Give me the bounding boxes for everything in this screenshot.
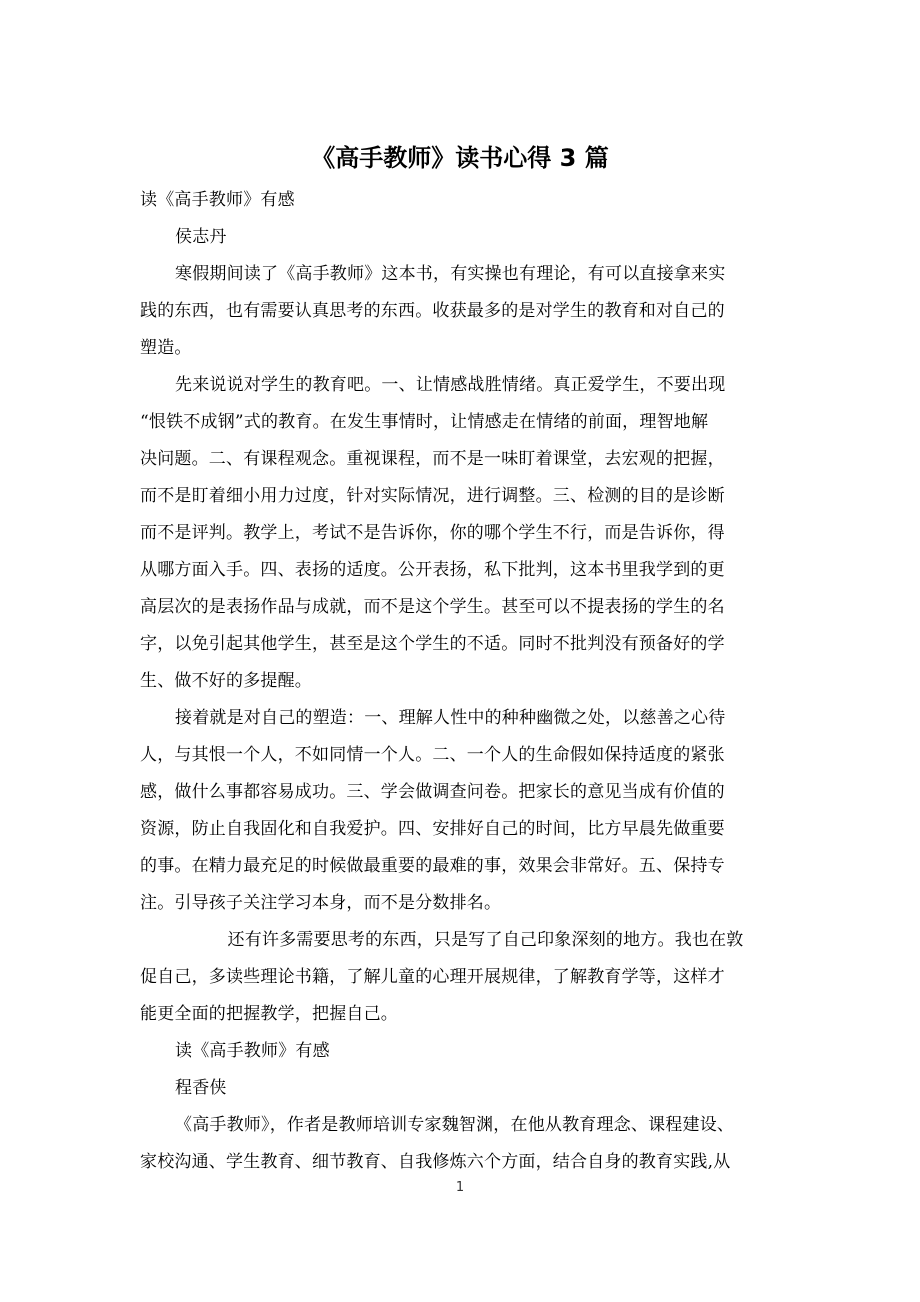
- text-line: 还有许多需要思考的东西，只是写了自己印象深刻的地方。我也在敦: [227, 930, 744, 950]
- text-line: 侯志丹: [175, 227, 227, 247]
- text-line: 资源，防止自我固化和自我爱护。四、安排好自己的时间，比方早晨先做重要: [140, 819, 725, 839]
- text-line: 决问题。二、有课程观念。重视课程，而不是一味盯着课堂，去宏观的把握，: [140, 449, 725, 469]
- text-line: 高层次的是表扬作品与成就，而不是这个学生。甚至可以不提表扬的学生的名: [140, 597, 725, 617]
- text-line: 践的东西，也有需要认真思考的东西。收获最多的是对学生的教育和对自己的: [140, 301, 725, 321]
- text-line: 的事。在精力最充足的时候做最重要的最难的事，效果会非常好。五、保持专: [140, 856, 725, 876]
- page-number: 1: [455, 1180, 465, 1195]
- text-line: 注。引导孩子关注学习本身，而不是分数排名。: [140, 893, 502, 913]
- text-line: 先来说说对学生的教育吧。一、让情感战胜情绪。真正爱学生，不要出现: [175, 375, 726, 395]
- text-line: 能更全面的把握教学，把握自己。: [140, 1004, 398, 1024]
- document-body: [140, 182, 780, 1181]
- text-line: 感，做什么事都容易成功。三、学会做调查问卷。把家长的意见当成有价值的: [140, 782, 725, 802]
- text-line: 寒假期间读了《高手教师》这本书，有实操也有理论，有可以直接拿来实: [175, 264, 726, 284]
- text-line: 读《高手教师》有感: [175, 1041, 330, 1061]
- text-line: 而不是评判。教学上，考试不是告诉你，你的哪个学生不行，而是告诉你，得: [140, 523, 725, 543]
- text-line: “恨铁不成钢”式的教育。在发生事情时，让情感走在情绪的前面，理智地解: [140, 412, 709, 432]
- text-line: 《高手教师》，作者是教师培训专家魏智渊，在他从教育理念、课程建设、: [175, 1115, 735, 1135]
- text-line: 家校沟通、学生教育、细节教育、自我修炼六个方面，结合自身的教育实践,从: [140, 1152, 731, 1172]
- text-line: 人，与其恨一个人，不如同情一个人。二、一个人的生命假如保持适度的紧张: [140, 745, 725, 765]
- text-line: 读《高手教师》有感: [140, 190, 295, 210]
- text-line: 从哪方面入手。四、表扬的适度。公开表扬，私下批判，这本书里我学到的更: [140, 560, 725, 580]
- text-line: 字，以免引起其他学生，甚至是这个学生的不适。同时不批判没有预备好的学: [140, 634, 725, 654]
- text-line: 接着就是对自己的塑造：一、理解人性中的种种幽微之处，以慈善之心待: [175, 708, 726, 728]
- text-line: 促自己，多读些理论书籍，了解儿童的心理开展规律，了解教育学等，这样才: [140, 967, 725, 987]
- text-line: 生、做不好的多提醒。: [140, 671, 312, 691]
- text-line: 塑造。: [140, 338, 192, 358]
- document-title: 《高手教师》读书心得 3 篇: [311, 144, 609, 172]
- text-line: 程香侠: [175, 1078, 227, 1098]
- text-line: 而不是盯着细小用力过度，针对实际情况，进行调整。三、检测的目的是诊断: [140, 486, 725, 506]
